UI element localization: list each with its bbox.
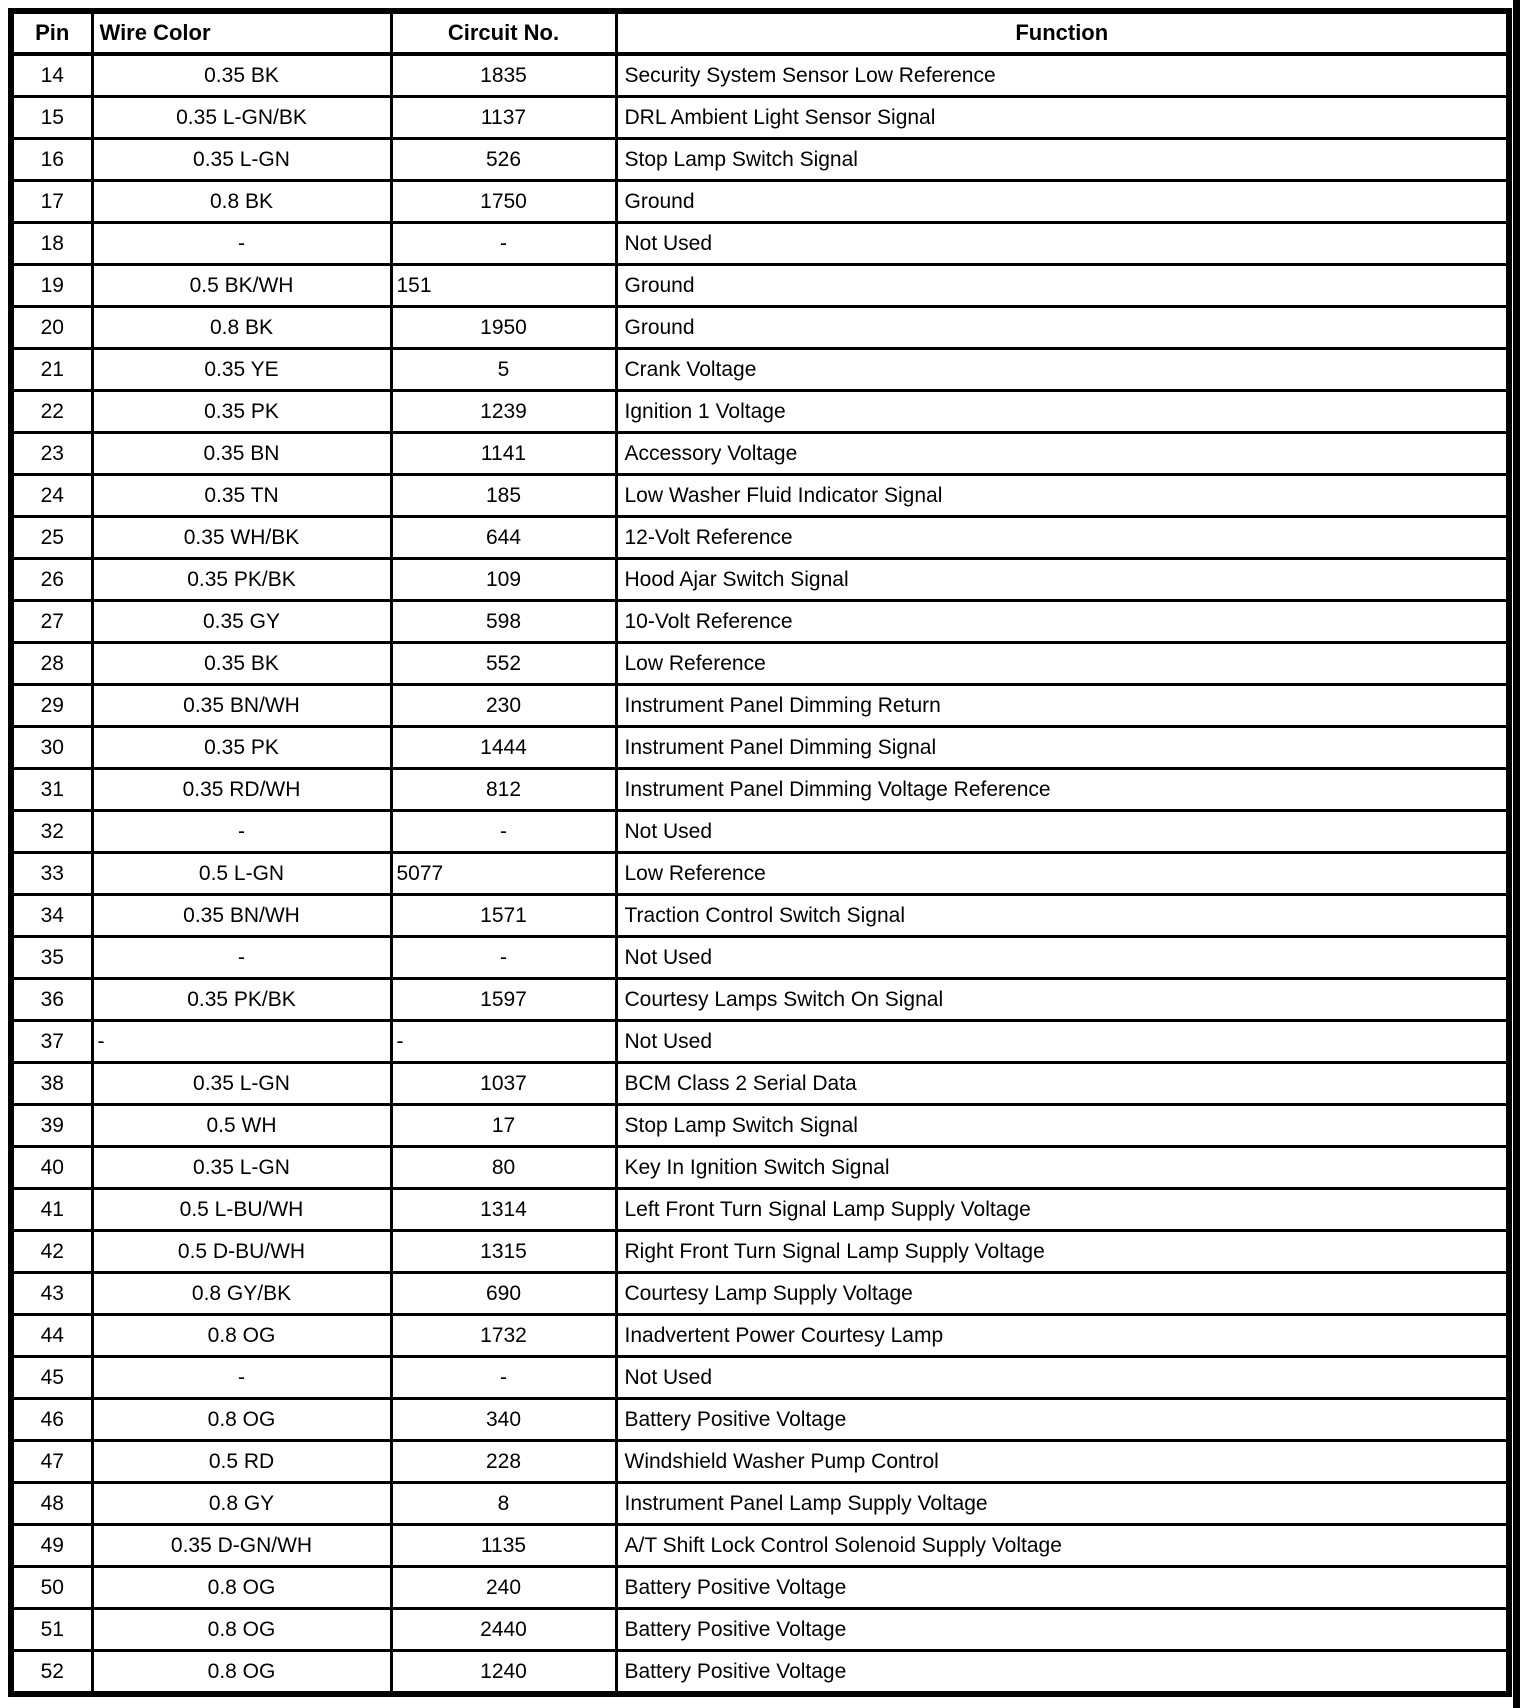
function-cell: Not Used — [616, 1021, 1509, 1063]
wire-color-cell: 0.5 BK/WH — [92, 265, 391, 307]
circuit-cell: 1239 — [391, 391, 616, 433]
table-row — [11, 475, 1509, 517]
table-row — [11, 1147, 1509, 1189]
pin-cell: 16 — [11, 139, 92, 181]
function-cell: Instrument Panel Dimming Return — [616, 685, 1509, 727]
function-cell: Low Reference — [616, 853, 1509, 895]
pin-cell: 52 — [11, 1651, 92, 1695]
pin-cell: 30 — [11, 727, 92, 769]
table-row — [11, 54, 1509, 97]
circuit-cell: 8 — [391, 1483, 616, 1525]
pin-cell: 31 — [11, 769, 92, 811]
pin-cell: 17 — [11, 181, 92, 223]
table-row — [11, 979, 1509, 1021]
function-cell: Accessory Voltage — [616, 433, 1509, 475]
wire-color-cell: 0.35 YE — [92, 349, 391, 391]
pin-cell: 38 — [11, 1063, 92, 1105]
header-pin: Pin — [11, 11, 92, 54]
circuit-cell: 1835 — [391, 54, 616, 97]
wire-color-cell: 0.8 OG — [92, 1651, 391, 1695]
circuit-cell: 552 — [391, 643, 616, 685]
wire-color-cell: 0.35 WH/BK — [92, 517, 391, 559]
circuit-cell: 80 — [391, 1147, 616, 1189]
function-cell: 12-Volt Reference — [616, 517, 1509, 559]
function-cell: Not Used — [616, 223, 1509, 265]
pin-cell: 20 — [11, 307, 92, 349]
pin-cell: 26 — [11, 559, 92, 601]
pin-cell: 21 — [11, 349, 92, 391]
pin-cell: 22 — [11, 391, 92, 433]
circuit-cell: 185 — [391, 475, 616, 517]
wire-color-cell: 0.35 PK — [92, 391, 391, 433]
function-cell: Courtesy Lamp Supply Voltage — [616, 1273, 1509, 1315]
function-cell: Inadvertent Power Courtesy Lamp — [616, 1315, 1509, 1357]
table-row — [11, 1189, 1509, 1231]
table-row — [11, 1357, 1509, 1399]
wire-color-cell: 0.35 GY — [92, 601, 391, 643]
function-cell: Left Front Turn Signal Lamp Supply Voltage — [616, 1189, 1509, 1231]
function-cell: Traction Control Switch Signal — [616, 895, 1509, 937]
table-row — [11, 559, 1509, 601]
table-row — [11, 895, 1509, 937]
table-row — [11, 1609, 1509, 1651]
circuit-cell: 1141 — [391, 433, 616, 475]
table-row — [11, 139, 1509, 181]
pin-cell: 23 — [11, 433, 92, 475]
circuit-cell: 1137 — [391, 97, 616, 139]
circuit-cell: 228 — [391, 1441, 616, 1483]
table-row — [11, 769, 1509, 811]
circuit-cell: 1732 — [391, 1315, 616, 1357]
circuit-cell: 1444 — [391, 727, 616, 769]
pin-cell: 46 — [11, 1399, 92, 1441]
table-row — [11, 601, 1509, 643]
function-cell: BCM Class 2 Serial Data — [616, 1063, 1509, 1105]
circuit-cell: 526 — [391, 139, 616, 181]
table-row — [11, 643, 1509, 685]
table-row — [11, 811, 1509, 853]
pin-cell: 19 — [11, 265, 92, 307]
circuit-cell: 1750 — [391, 181, 616, 223]
pin-cell: 40 — [11, 1147, 92, 1189]
pin-cell: 43 — [11, 1273, 92, 1315]
wire-color-cell: 0.35 TN — [92, 475, 391, 517]
circuit-cell: 1314 — [391, 1189, 616, 1231]
table-row — [11, 1063, 1509, 1105]
circuit-cell: 644 — [391, 517, 616, 559]
pin-cell: 14 — [11, 54, 92, 97]
table-row — [11, 1567, 1509, 1609]
pin-cell: 35 — [11, 937, 92, 979]
table-row — [11, 685, 1509, 727]
table-row — [11, 1231, 1509, 1273]
pin-cell: 47 — [11, 1441, 92, 1483]
circuit-cell: 1315 — [391, 1231, 616, 1273]
circuit-cell: - — [391, 1021, 616, 1063]
table-row — [11, 517, 1509, 559]
table-row — [11, 1315, 1509, 1357]
wire-color-cell: 0.35 BN — [92, 433, 391, 475]
wire-color-cell: 0.35 L-GN — [92, 139, 391, 181]
circuit-cell: 1240 — [391, 1651, 616, 1695]
table-row — [11, 307, 1509, 349]
table-row — [11, 181, 1509, 223]
table-row — [11, 1483, 1509, 1525]
header-wire-color: Wire Color — [92, 11, 391, 54]
table-row — [11, 349, 1509, 391]
function-cell: Ground — [616, 307, 1509, 349]
pin-cell: 45 — [11, 1357, 92, 1399]
wire-color-cell: 0.8 OG — [92, 1315, 391, 1357]
pin-cell: 44 — [11, 1315, 92, 1357]
wire-color-cell: 0.35 L-GN — [92, 1147, 391, 1189]
wire-color-cell: 0.35 PK/BK — [92, 559, 391, 601]
wire-color-cell: - — [92, 937, 391, 979]
function-cell: Security System Sensor Low Reference — [616, 54, 1509, 97]
pin-cell: 34 — [11, 895, 92, 937]
circuit-cell: 5077 — [391, 853, 616, 895]
wire-color-cell: 0.35 L-GN/BK — [92, 97, 391, 139]
pin-cell: 32 — [11, 811, 92, 853]
scan-edge-bar — [1513, 0, 1520, 1708]
circuit-cell: 109 — [391, 559, 616, 601]
pin-cell: 29 — [11, 685, 92, 727]
wire-color-cell: 0.5 WH — [92, 1105, 391, 1147]
function-cell: Windshield Washer Pump Control — [616, 1441, 1509, 1483]
circuit-cell: 1135 — [391, 1525, 616, 1567]
table-row — [11, 223, 1509, 265]
circuit-cell: 340 — [391, 1399, 616, 1441]
header-circuit-no: Circuit No. — [391, 11, 616, 54]
wire-color-cell: 0.35 BN/WH — [92, 895, 391, 937]
circuit-cell: 1597 — [391, 979, 616, 1021]
function-cell: Crank Voltage — [616, 349, 1509, 391]
table-row — [11, 1651, 1509, 1695]
pin-cell: 42 — [11, 1231, 92, 1273]
wire-color-cell: 0.8 OG — [92, 1399, 391, 1441]
function-cell: 10-Volt Reference — [616, 601, 1509, 643]
wire-color-cell: - — [92, 223, 391, 265]
wire-color-cell: 0.35 PK/BK — [92, 979, 391, 1021]
table-row — [11, 1441, 1509, 1483]
function-cell: Battery Positive Voltage — [616, 1651, 1509, 1695]
function-cell: Ground — [616, 181, 1509, 223]
circuit-cell: - — [391, 937, 616, 979]
pin-cell: 15 — [11, 97, 92, 139]
wire-color-cell: 0.8 BK — [92, 307, 391, 349]
wire-color-cell: 0.35 BN/WH — [92, 685, 391, 727]
function-cell: Ground — [616, 265, 1509, 307]
pin-cell: 25 — [11, 517, 92, 559]
wire-color-cell: 0.35 BK — [92, 643, 391, 685]
wire-color-cell: 0.5 RD — [92, 1441, 391, 1483]
table-row — [11, 727, 1509, 769]
circuit-cell: - — [391, 223, 616, 265]
table-row — [11, 391, 1509, 433]
pinout-table-body — [11, 54, 1509, 1694]
circuit-cell: 2440 — [391, 1609, 616, 1651]
circuit-cell: 812 — [391, 769, 616, 811]
wire-color-cell: - — [92, 811, 391, 853]
function-cell: Hood Ajar Switch Signal — [616, 559, 1509, 601]
circuit-cell: 598 — [391, 601, 616, 643]
function-cell: Stop Lamp Switch Signal — [616, 1105, 1509, 1147]
pin-cell: 33 — [11, 853, 92, 895]
wire-color-cell: - — [92, 1021, 391, 1063]
connector-pinout-table — [8, 8, 1512, 1697]
wire-color-cell: 0.5 D-BU/WH — [92, 1231, 391, 1273]
function-cell: Key In Ignition Switch Signal — [616, 1147, 1509, 1189]
wire-color-cell: 0.35 BK — [92, 54, 391, 97]
circuit-cell: 17 — [391, 1105, 616, 1147]
wire-color-cell: 0.5 L-GN — [92, 853, 391, 895]
pin-cell: 24 — [11, 475, 92, 517]
table-row — [11, 97, 1509, 139]
wire-color-cell: - — [92, 1357, 391, 1399]
wire-color-cell: 0.8 GY — [92, 1483, 391, 1525]
table-row — [11, 1399, 1509, 1441]
circuit-cell: 1037 — [391, 1063, 616, 1105]
table-row — [11, 1525, 1509, 1567]
function-cell: Instrument Panel Dimming Voltage Reference — [616, 769, 1509, 811]
circuit-cell: 5 — [391, 349, 616, 391]
function-cell: Right Front Turn Signal Lamp Supply Voltage — [616, 1231, 1509, 1273]
wire-color-cell: 0.8 OG — [92, 1567, 391, 1609]
table-row — [11, 1273, 1509, 1315]
function-cell: Not Used — [616, 1357, 1509, 1399]
wire-color-cell: 0.5 L-BU/WH — [92, 1189, 391, 1231]
function-cell: Courtesy Lamps Switch On Signal — [616, 979, 1509, 1021]
circuit-cell: 151 — [391, 265, 616, 307]
function-cell: A/T Shift Lock Control Solenoid Supply Voltage — [616, 1525, 1509, 1567]
wire-color-cell: 0.35 PK — [92, 727, 391, 769]
wire-color-cell: 0.8 BK — [92, 181, 391, 223]
function-cell: Battery Positive Voltage — [616, 1399, 1509, 1441]
table-row — [11, 853, 1509, 895]
pin-cell: 27 — [11, 601, 92, 643]
pin-cell: 36 — [11, 979, 92, 1021]
function-cell: Battery Positive Voltage — [616, 1609, 1509, 1651]
pin-cell: 49 — [11, 1525, 92, 1567]
circuit-cell: - — [391, 811, 616, 853]
table-row — [11, 265, 1509, 307]
function-cell: DRL Ambient Light Sensor Signal — [616, 97, 1509, 139]
function-cell: Instrument Panel Dimming Signal — [616, 727, 1509, 769]
function-cell: Stop Lamp Switch Signal — [616, 139, 1509, 181]
circuit-cell: 240 — [391, 1567, 616, 1609]
circuit-cell: 230 — [391, 685, 616, 727]
wire-color-cell: 0.35 D-GN/WH — [92, 1525, 391, 1567]
function-cell: Not Used — [616, 811, 1509, 853]
pin-cell: 50 — [11, 1567, 92, 1609]
pin-cell: 41 — [11, 1189, 92, 1231]
circuit-cell: 1571 — [391, 895, 616, 937]
pin-cell: 48 — [11, 1483, 92, 1525]
table-row — [11, 1105, 1509, 1147]
function-cell: Ignition 1 Voltage — [616, 391, 1509, 433]
wire-color-cell: 0.35 L-GN — [92, 1063, 391, 1105]
table-row — [11, 937, 1509, 979]
function-cell: Instrument Panel Lamp Supply Voltage — [616, 1483, 1509, 1525]
circuit-cell: 690 — [391, 1273, 616, 1315]
wire-color-cell: 0.35 RD/WH — [92, 769, 391, 811]
function-cell: Low Reference — [616, 643, 1509, 685]
wire-color-cell: 0.8 GY/BK — [92, 1273, 391, 1315]
function-cell: Low Washer Fluid Indicator Signal — [616, 475, 1509, 517]
pin-cell: 39 — [11, 1105, 92, 1147]
pin-cell: 37 — [11, 1021, 92, 1063]
table-row — [11, 1021, 1509, 1063]
pin-cell: 28 — [11, 643, 92, 685]
circuit-cell: 1950 — [391, 307, 616, 349]
pin-cell: 51 — [11, 1609, 92, 1651]
function-cell: Not Used — [616, 937, 1509, 979]
wire-color-cell: 0.8 OG — [92, 1609, 391, 1651]
header-function: Function — [616, 11, 1509, 54]
table-header-row — [11, 11, 1509, 54]
circuit-cell: - — [391, 1357, 616, 1399]
pin-cell: 18 — [11, 223, 92, 265]
table-row — [11, 433, 1509, 475]
function-cell: Battery Positive Voltage — [616, 1567, 1509, 1609]
